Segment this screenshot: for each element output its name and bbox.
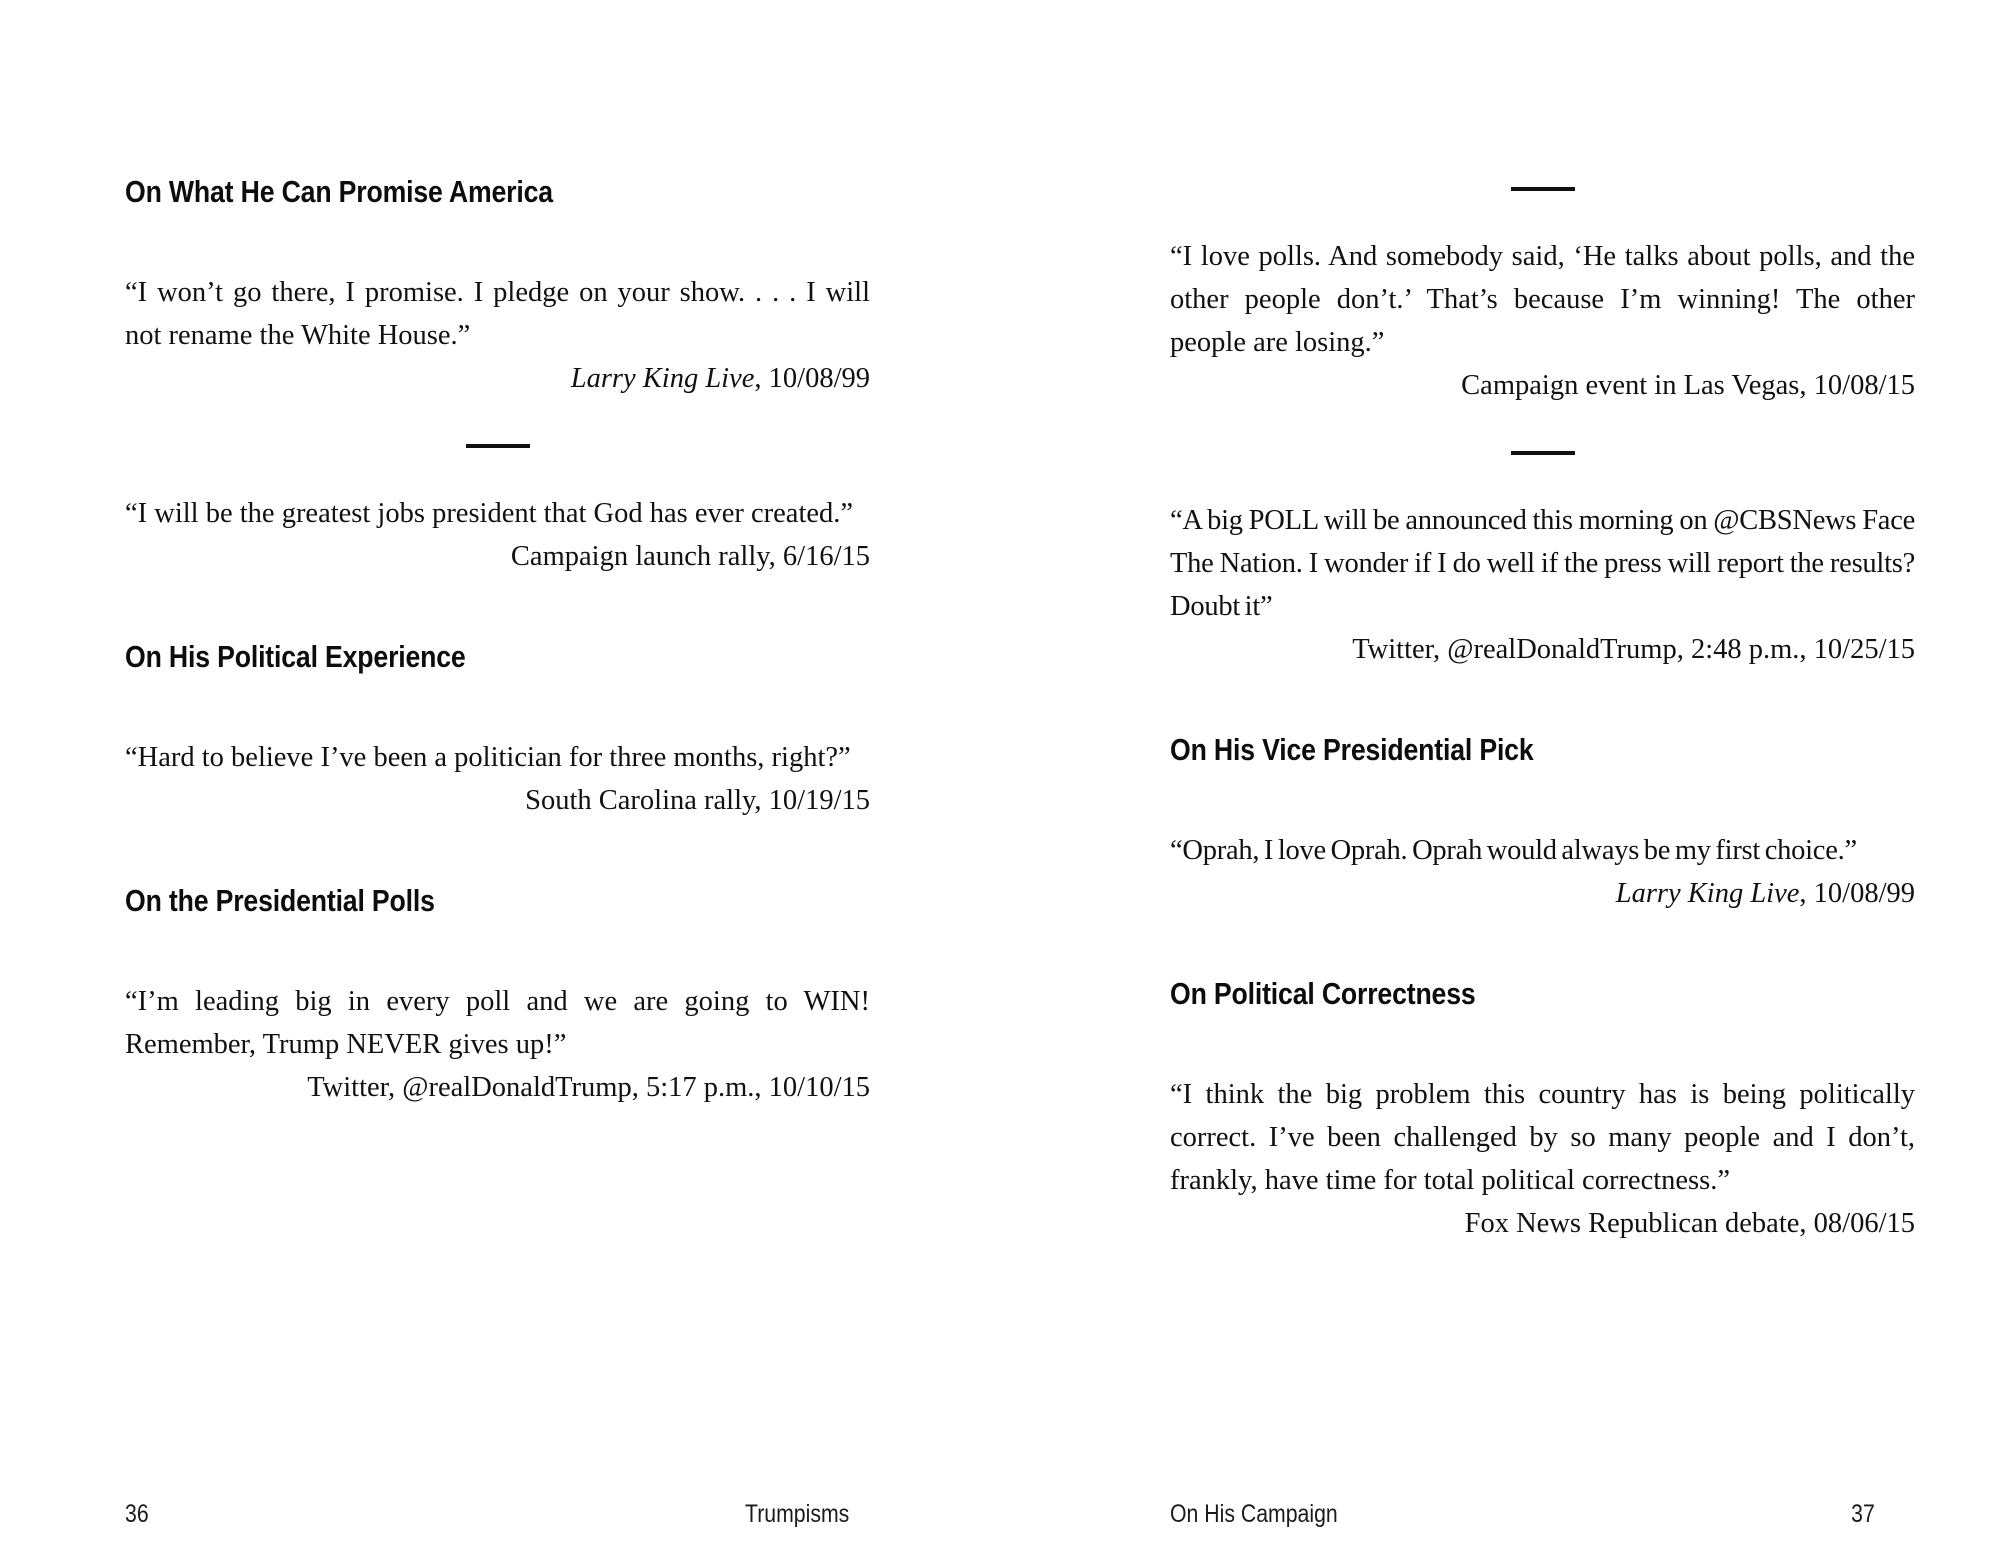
- attribution-source-title: Larry King Live: [1615, 878, 1800, 910]
- quote-block: [1170, 499, 1915, 671]
- left-page-column: [125, 175, 870, 1109]
- attribution-detail: Twitter, @realDonaldTrump, 5:17 p.m., 10/10/15: [307, 1072, 870, 1104]
- quote-attribution: [1170, 628, 1915, 671]
- quote-attribution: [125, 779, 870, 822]
- section-divider: [1170, 187, 1915, 191]
- quote-attribution: [1170, 364, 1915, 407]
- divider-rule: [1511, 187, 1575, 191]
- quote-attribution: [1170, 872, 1915, 915]
- section-heading: On the Presidential Polls: [125, 883, 435, 919]
- quote-block: [125, 492, 870, 578]
- right-page-column: [1170, 175, 1915, 1245]
- attribution-source-title: Larry King Live: [570, 363, 755, 395]
- attribution-detail: , 10/08/99: [754, 363, 870, 395]
- quote-block: [1170, 1073, 1915, 1245]
- quote-text: “I won’t go there, I promise. I pledge on your show. . . . I will not rename the White House.”: [125, 277, 870, 352]
- divider-rule: [1511, 451, 1575, 455]
- attribution-detail: Campaign event in Las Vegas, 10/08/15: [1461, 370, 1915, 401]
- quote-text: “I will be the greatest jobs president that God has ever created.”: [125, 498, 854, 530]
- section-divider: [1170, 451, 1915, 455]
- attribution-detail: Campaign launch rally, 6/16/15: [510, 541, 870, 573]
- quote-attribution: [125, 357, 870, 400]
- quote-block: [125, 736, 870, 822]
- section-heading: On His Political Experience: [125, 639, 466, 675]
- section-heading: On His Vice Presidential Pick: [1170, 732, 1534, 767]
- quote-block: [1170, 235, 1915, 407]
- quote-text: “I’m leading big in every poll and we are going to WIN! Remember, Trump NEVER gives up!”: [125, 986, 870, 1061]
- quote-text: “Hard to believe I’ve been a politician for three months, right?”: [125, 742, 851, 774]
- attribution-detail: South Carolina rally, 10/19/15: [525, 785, 870, 817]
- quote-attribution: [125, 535, 870, 578]
- page-number-left: 36: [125, 1500, 149, 1528]
- left-page-footer: [0, 1500, 1000, 1560]
- quote-text: “Oprah, I love Oprah. Oprah would always be my first choice.”: [1170, 835, 1857, 867]
- quote-attribution: [1170, 1202, 1915, 1245]
- quote-text: “A big POLL will be announced this morning on @CBSNews Face The Nation. I wonder if I do well if the press will report the results? Doubt it”: [1170, 505, 1915, 622]
- section-heading: On Political Correctness: [1170, 976, 1476, 1012]
- quote-text: “I think the big problem this country has is being politically correct. I’ve been challenged by so many people and I don’t, frankly, have time for total political correctness.”: [1170, 1079, 1915, 1197]
- quote-block: [125, 980, 870, 1109]
- right-page: [1000, 0, 2000, 1560]
- quote-text: “I love polls. And somebody said, ‘He talks about polls, and the other people don’t.’ That’s because I’m winning! The other people are losing.”: [1170, 241, 1915, 358]
- running-head-left: Trumpisms: [745, 1500, 850, 1528]
- running-head-right: On His Campaign: [1170, 1500, 1338, 1528]
- attribution-detail: , 10/08/99: [1799, 878, 1915, 910]
- right-page-footer: [1000, 1500, 2000, 1560]
- section-heading: On What He Can Promise America: [125, 174, 553, 209]
- page-number-right: 37: [1851, 1500, 1875, 1528]
- attribution-detail: Fox News Republican debate, 08/06/15: [1464, 1208, 1915, 1240]
- quote-block: [1170, 829, 1915, 915]
- quote-attribution: [125, 1066, 870, 1109]
- quote-block: [125, 271, 870, 400]
- section-divider: [125, 444, 870, 448]
- divider-rule: [466, 444, 530, 448]
- attribution-detail: Twitter, @realDonaldTrump, 2:48 p.m., 10/25/15: [1352, 634, 1915, 665]
